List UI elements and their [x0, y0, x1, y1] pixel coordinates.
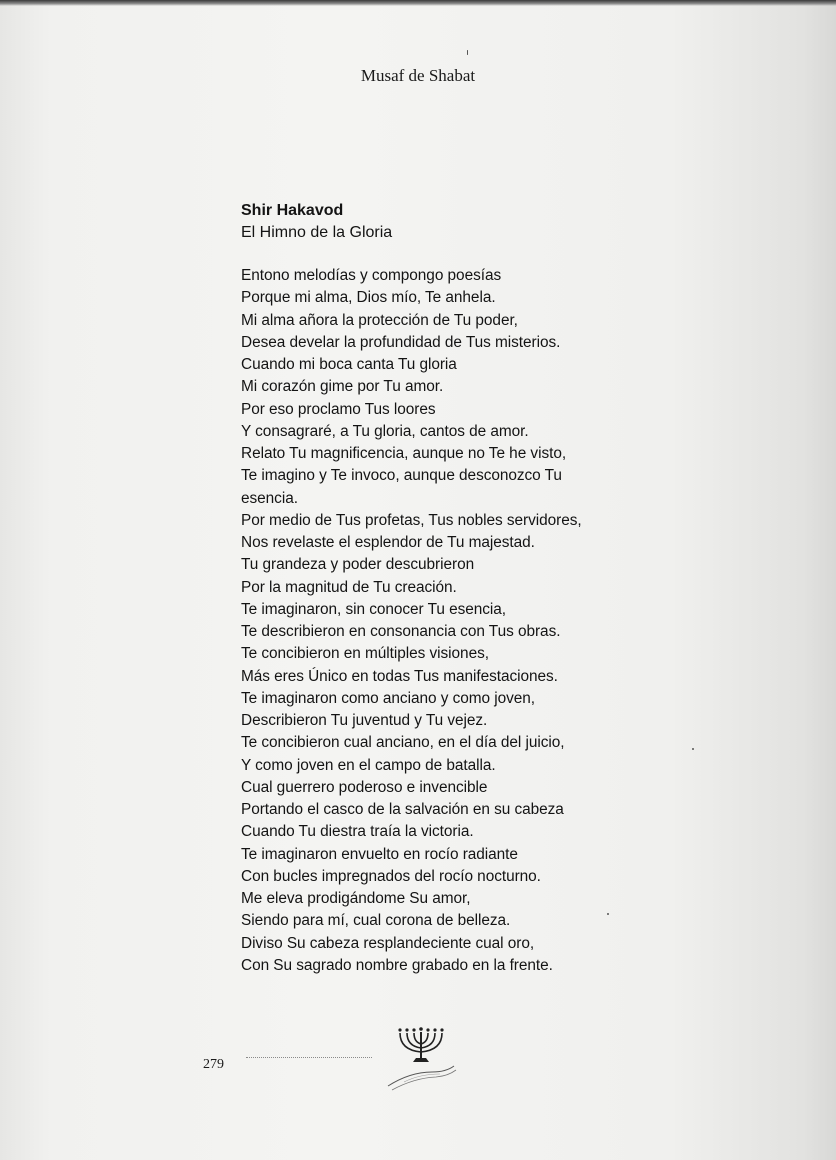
footer-rule [246, 1057, 372, 1058]
poem-line: Siendo para mí, cual corona de belleza. [241, 912, 511, 930]
poem-line: Diviso Su cabeza resplandeciente cual oro, [241, 934, 535, 952]
poem-line: Entono melodías y compongo poesías [241, 267, 502, 284]
poem-line: Porque mi alma, Dios mío, Te anhela. [241, 289, 496, 307]
poem-line: Por la magnitud de Tu creación. [241, 578, 457, 596]
poem-line: Te describieron en consonancia con Tus obras. [241, 623, 561, 640]
poem-line: Mi corazón gime por Tu amor. [241, 378, 444, 396]
poem-line: Relato Tu magnificencia, aunque no Te he visto, [241, 445, 567, 462]
poem-line: Por eso proclamo Tus loores [241, 400, 436, 418]
poem-line: Desea develar la profundidad de Tus misterios. [241, 333, 561, 351]
poem-title: Shir Hakavod [241, 202, 344, 219]
poem-lines [241, 265, 681, 977]
page-number: 279 [203, 1057, 224, 1072]
poem-line: Te imaginaron envuelto en rocío radiante [241, 845, 518, 863]
print-speck [607, 913, 609, 915]
poem-line: Me eleva prodigándome Su amor, [241, 890, 471, 907]
poem-line: Te imaginaron como anciano y como joven, [241, 689, 535, 707]
poem-line: Cuando mi boca canta Tu gloria [241, 356, 457, 373]
poem-line: Y como joven en el campo de batalla. [241, 756, 496, 774]
poem-line: Con Su sagrado nombre grabado en la frente. [241, 956, 553, 974]
poem-subtitle: El Himno de la Gloria [241, 224, 393, 241]
poem-line: Te concibieron en múltiples visiones, [241, 645, 489, 663]
page-top-edge [0, 0, 836, 6]
poem-line: Más eres Único en todas Tus manifestaciones. [241, 667, 558, 685]
poem-line: Te imaginaron, sin conocer Tu esencia, [241, 600, 507, 618]
poem-line: Tu grandeza y poder descubrieron [241, 556, 475, 574]
poem-line: Cuando Tu diestra traía la victoria. [241, 823, 474, 841]
poem-line: Cual guerrero poderoso e invencible [241, 778, 488, 796]
print-speck [692, 748, 694, 750]
poem-line: Describieron Tu juventud y Tu vejez. [241, 712, 488, 729]
poem-block [241, 200, 681, 977]
poem-line: Te concibieron cual anciano, en el día del juicio, [241, 734, 565, 752]
poem-line: Con bucles impregnados del rocío nocturno. [241, 867, 541, 885]
poem-line: Mi alma añora la protección de Tu poder, [241, 311, 518, 329]
poem-line: Nos revelaste el esplendor de Tu majestad. [241, 534, 535, 551]
running-header: Musaf de Shabat [360, 66, 476, 85]
poem-line: Y consagraré, a Tu gloria, cantos de amor. [241, 422, 529, 440]
poem-line: Te imagino y Te invoco, aunque desconozco Tu [241, 467, 562, 485]
print-speck [467, 50, 468, 55]
poem-line: Por medio de Tus profetas, Tus nobles servidores, [241, 511, 582, 529]
poem-line: esencia. [241, 489, 298, 507]
poem-line: Portando el casco de la salvación en su cabeza [241, 801, 564, 818]
menorah-icon [380, 1022, 460, 1092]
